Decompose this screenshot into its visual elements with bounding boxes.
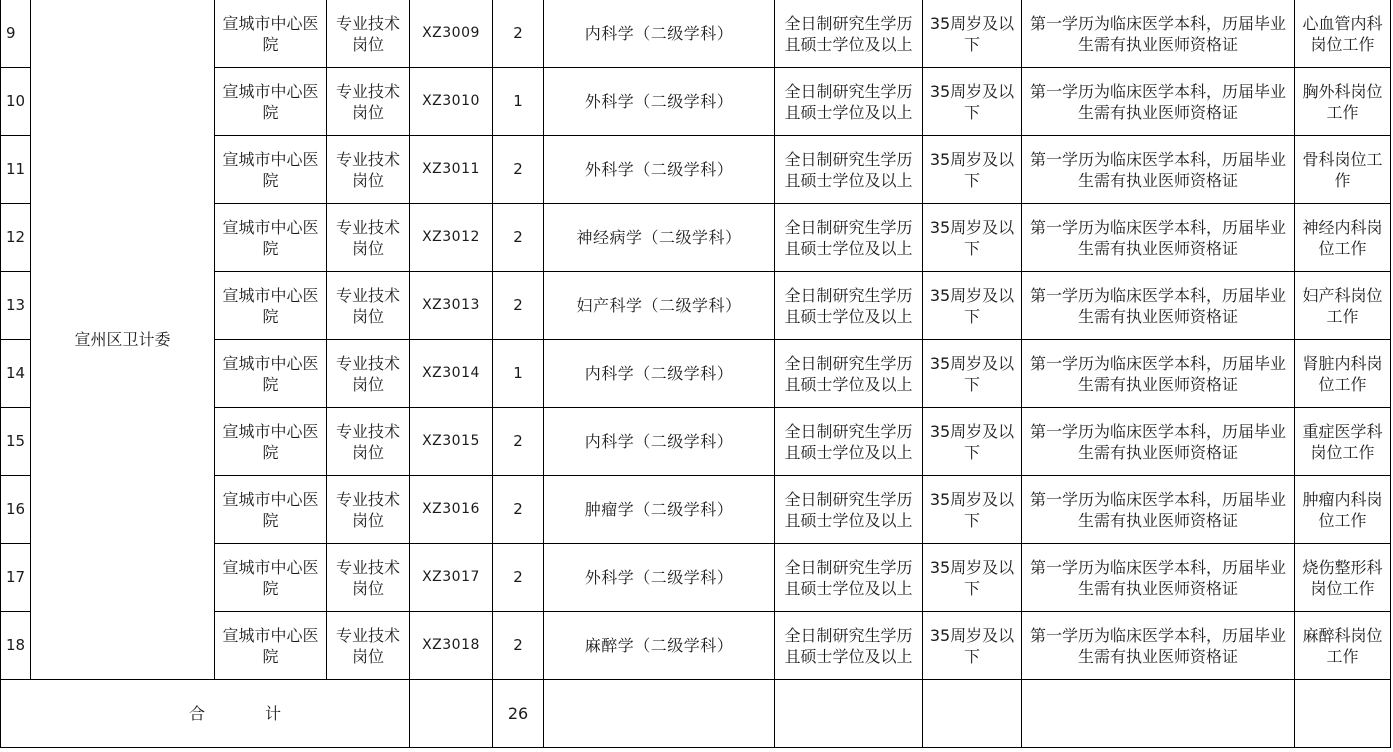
major-cell: 内科学（二级学科） xyxy=(544,0,775,68)
total-empty-cell xyxy=(410,680,493,748)
unit-cell: 宣城市中心医院 xyxy=(215,544,327,612)
remark-cell: 肾脏内科岗位工作 xyxy=(1295,340,1391,408)
hire-count-cell: 1 xyxy=(493,68,544,136)
post-type-cell: 专业技术岗位 xyxy=(327,340,410,408)
post-type-cell: 专业技术岗位 xyxy=(327,272,410,340)
sequence-cell: 18 xyxy=(1,612,31,680)
major-cell: 外科学（二级学科） xyxy=(544,68,775,136)
remark-cell: 烧伤整形科岗位工作 xyxy=(1295,544,1391,612)
sequence-cell: 12 xyxy=(1,204,31,272)
sequence-cell: 9 xyxy=(1,0,31,68)
table-row xyxy=(1,0,1391,68)
sequence-cell: 13 xyxy=(1,272,31,340)
unit-cell: 宣城市中心医院 xyxy=(215,136,327,204)
post-type-cell: 专业技术岗位 xyxy=(327,68,410,136)
total-empty-cell xyxy=(923,680,1022,748)
age-cell: 35周岁及以下 xyxy=(923,204,1022,272)
total-empty-cell xyxy=(1022,680,1295,748)
major-cell: 内科学（二级学科） xyxy=(544,340,775,408)
hire-count-cell: 2 xyxy=(493,612,544,680)
other-requirements-cell: 第一学历为临床医学本科，历届毕业生需有执业医师资格证 xyxy=(1022,68,1295,136)
post-type-cell: 专业技术岗位 xyxy=(327,408,410,476)
major-cell: 妇产科学（二级学科） xyxy=(544,272,775,340)
position-code-cell: XZ3013 xyxy=(410,272,493,340)
unit-cell: 宣城市中心医院 xyxy=(215,612,327,680)
post-type-cell: 专业技术岗位 xyxy=(327,204,410,272)
hire-count-cell: 2 xyxy=(493,0,544,68)
sequence-cell: 16 xyxy=(1,476,31,544)
major-cell: 外科学（二级学科） xyxy=(544,136,775,204)
education-cell: 全日制研究生学历且硕士学位及以上 xyxy=(775,408,923,476)
age-cell: 35周岁及以下 xyxy=(923,0,1022,68)
sequence-cell: 14 xyxy=(1,340,31,408)
education-cell: 全日制研究生学历且硕士学位及以上 xyxy=(775,272,923,340)
other-requirements-cell: 第一学历为临床医学本科，历届毕业生需有执业医师资格证 xyxy=(1022,476,1295,544)
major-cell: 外科学（二级学科） xyxy=(544,544,775,612)
hire-count-cell: 2 xyxy=(493,408,544,476)
remark-cell: 重症医学科岗位工作 xyxy=(1295,408,1391,476)
hire-count-cell: 2 xyxy=(493,204,544,272)
age-cell: 35周岁及以下 xyxy=(923,136,1022,204)
age-cell: 35周岁及以下 xyxy=(923,68,1022,136)
other-requirements-cell: 第一学历为临床医学本科，历届毕业生需有执业医师资格证 xyxy=(1022,204,1295,272)
age-cell: 35周岁及以下 xyxy=(923,612,1022,680)
total-label xyxy=(1,680,410,748)
other-requirements-cell: 第一学历为临床医学本科，历届毕业生需有执业医师资格证 xyxy=(1022,272,1295,340)
post-type-cell: 专业技术岗位 xyxy=(327,476,410,544)
post-type-cell: 专业技术岗位 xyxy=(327,612,410,680)
age-cell: 35周岁及以下 xyxy=(923,340,1022,408)
education-cell: 全日制研究生学历且硕士学位及以上 xyxy=(775,544,923,612)
age-cell: 35周岁及以下 xyxy=(923,272,1022,340)
education-cell: 全日制研究生学历且硕士学位及以上 xyxy=(775,340,923,408)
education-cell: 全日制研究生学历且硕士学位及以上 xyxy=(775,68,923,136)
total-label-char-he: 合 xyxy=(188,704,265,723)
unit-cell: 宣城市中心医院 xyxy=(215,340,327,408)
major-cell: 麻醉学（二级学科） xyxy=(544,612,775,680)
remark-cell: 骨科岗位工作 xyxy=(1295,136,1391,204)
total-empty-cell xyxy=(1295,680,1391,748)
total-empty-cell xyxy=(775,680,923,748)
post-type-cell: 专业技术岗位 xyxy=(327,544,410,612)
remark-cell: 肿瘤内科岗位工作 xyxy=(1295,476,1391,544)
position-code-cell: XZ3012 xyxy=(410,204,493,272)
hire-count-cell: 2 xyxy=(493,136,544,204)
position-code-cell: XZ3018 xyxy=(410,612,493,680)
table-body xyxy=(1,0,1391,748)
major-cell: 肿瘤学（二级学科） xyxy=(544,476,775,544)
hire-count-cell: 1 xyxy=(493,340,544,408)
education-cell: 全日制研究生学历且硕士学位及以上 xyxy=(775,476,923,544)
unit-cell: 宣城市中心医院 xyxy=(215,408,327,476)
age-cell: 35周岁及以下 xyxy=(923,408,1022,476)
post-type-cell: 专业技术岗位 xyxy=(327,0,410,68)
sequence-cell: 17 xyxy=(1,544,31,612)
position-code-cell: XZ3010 xyxy=(410,68,493,136)
remark-cell: 妇产科岗位工作 xyxy=(1295,272,1391,340)
other-requirements-cell: 第一学历为临床医学本科，历届毕业生需有执业医师资格证 xyxy=(1022,544,1295,612)
education-cell: 全日制研究生学历且硕士学位及以上 xyxy=(775,204,923,272)
remark-cell: 胸外科岗位工作 xyxy=(1295,68,1391,136)
age-cell: 35周岁及以下 xyxy=(923,476,1022,544)
major-cell: 神经病学（二级学科） xyxy=(544,204,775,272)
position-code-cell: XZ3009 xyxy=(410,0,493,68)
total-row xyxy=(1,680,1391,748)
remark-cell: 神经内科岗位工作 xyxy=(1295,204,1391,272)
major-cell: 内科学（二级学科） xyxy=(544,408,775,476)
total-count-cell: 26 xyxy=(493,680,544,748)
unit-cell: 宣城市中心医院 xyxy=(215,476,327,544)
hire-count-cell: 2 xyxy=(493,544,544,612)
position-code-cell: XZ3015 xyxy=(410,408,493,476)
department-cell: 宣州区卫计委 xyxy=(31,0,215,680)
position-code-cell: XZ3017 xyxy=(410,544,493,612)
total-empty-cell xyxy=(544,680,775,748)
post-type-cell: 专业技术岗位 xyxy=(327,136,410,204)
hire-count-cell: 2 xyxy=(493,476,544,544)
position-code-cell: XZ3011 xyxy=(410,136,493,204)
unit-cell: 宣城市中心医院 xyxy=(215,204,327,272)
position-code-cell: XZ3014 xyxy=(410,340,493,408)
unit-cell: 宣城市中心医院 xyxy=(215,0,327,68)
sequence-cell: 10 xyxy=(1,68,31,136)
sequence-cell: 15 xyxy=(1,408,31,476)
education-cell: 全日制研究生学历且硕士学位及以上 xyxy=(775,0,923,68)
position-code-cell: XZ3016 xyxy=(410,476,493,544)
other-requirements-cell: 第一学历为临床医学本科，历届毕业生需有执业医师资格证 xyxy=(1022,136,1295,204)
unit-cell: 宣城市中心医院 xyxy=(215,68,327,136)
remark-cell: 心血管内科岗位工作 xyxy=(1295,0,1391,68)
other-requirements-cell: 第一学历为临床医学本科，历届毕业生需有执业医师资格证 xyxy=(1022,0,1295,68)
hire-count-cell: 2 xyxy=(493,272,544,340)
other-requirements-cell: 第一学历为临床医学本科，历届毕业生需有执业医师资格证 xyxy=(1022,408,1295,476)
sequence-cell: 11 xyxy=(1,136,31,204)
age-cell: 35周岁及以下 xyxy=(923,544,1022,612)
remark-cell: 麻醉科岗位工作 xyxy=(1295,612,1391,680)
education-cell: 全日制研究生学历且硕士学位及以上 xyxy=(775,136,923,204)
education-cell: 全日制研究生学历且硕士学位及以上 xyxy=(775,612,923,680)
total-label-char-ji: 计 xyxy=(265,704,282,723)
other-requirements-cell: 第一学历为临床医学本科，历届毕业生需有执业医师资格证 xyxy=(1022,340,1295,408)
unit-cell: 宣城市中心医院 xyxy=(215,272,327,340)
other-requirements-cell: 第一学历为临床医学本科，历届毕业生需有执业医师资格证 xyxy=(1022,612,1295,680)
